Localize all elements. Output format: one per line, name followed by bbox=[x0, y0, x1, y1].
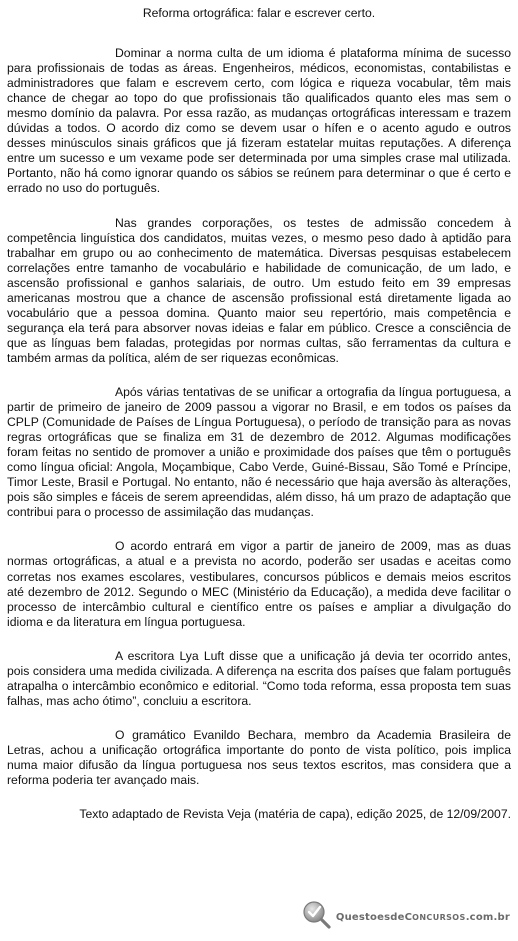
paragraph-3: Após várias tentativas de se unificar a ortografia da língua portuguesa, a partir de primeiro de janeiro de 2009 passou a vigorar no Brasil, e em todos os países da CPLP (Comunidade de Países de Língua Portuguesa), o período de transição para as novas regras ortográficas que se finaliza em 31 de dezembro de 2012. Algumas modificações foram feitas no sentido de promover a união e proximidade dos países que têm o português como língua oficial: Angola, Moçambique, Cabo Verde, Guiné-Bissau, São Tomé e Príncipe, Timor Leste, Brasil e Portugal. No entanto, não é necessário que haja aversão às alterações, pois são simples e fáceis de serem apreendidas, além disso, há um prazo de adaptação que contribui para o processo de assimilação das mudanças. bbox=[7, 384, 511, 520]
source-citation: Texto adaptado de Revista Veja (matéria de capa), edição 2025, de 12/09/2007. bbox=[79, 807, 511, 822]
paragraph-4: O acordo entrará em vigor a partir de janeiro de 2009, mas as duas normas ortográficas, a atual e a prevista no acordo, poderão ser usadas e aceitas como corretas nos exames escolares, vestibulares, concursos públicos e demais meios escritos até dezembro de 2012. Segundo o MEC (Ministério da Educação), a medida deve facilitar o processo de intercâmbio cultural e científico entre os países e ampliar a divulgação do idioma e da literatura em língua portuguesa. bbox=[7, 539, 511, 629]
site-logo bbox=[302, 896, 510, 932]
magnifier-check-icon bbox=[302, 899, 332, 929]
paragraph-2: Nas grandes corporações, os testes de admissão concedem à competência linguística dos candidatos, muitas vezes, o mesmo peso dado à aptidão para trabalhar em grupo ou ao conhecimento de matemática. Diversas pesquisas estabelecem correlações entre tamanho de vocabulário e habilidade de comunicação, de um lado, e ascensão profissional e ganhos salariais, de outro. Um estudo feito em 39 empresas americanas mostrou que a chance de ascensão profissional está diretamente ligada ao vocabulário que a pessoa domina. Quanto maior seu repertório, mais competência e segurança ela terá para absorver novas ideias e falar em público. Cresce a consciência de que as línguas bem faladas, protegidas por normas cultas, são ferramentas da cultura e também armas da política, além de ser riquezas econômicas. bbox=[7, 215, 511, 365]
paragraph-1: Dominar a norma culta de um idioma é plataforma mínima de sucesso para profissionais de todas as áreas. Engenheiros, médicos, economistas, contabilistas e administradores que falam e escrevem certo, com lógica e riqueza vocabular, têm mais chance de chegar ao topo do que profissionais tão qualificados quanto eles mas sem o mesmo domínio da palavra. Por essa razão, as mudanças ortográficas interessam e trazem dúvidas a todos. O acordo diz como se devem usar o hífen e o acento agudo e outros desses minúsculos sinais gráficos que já fizeram estatelar muitas reputações. A diferença entre um sucesso e um vexame pode ser determinada por uma simples crase mal utilizada. Portanto, não há como ignorar quando os sábios se reúnem para determinar o que é certo e errado no uso do português. bbox=[7, 46, 511, 196]
document-page bbox=[7, 6, 511, 822]
paragraph-5: A escritora Lya Luft disse que a unificação já devia ter ocorrido antes, pois considera uma medida civilizada. A diferença na escrita dos países que falam português atrapalha o intercâmbio econômico e editorial. “Como toda reforma, essa proposta tem suas falhas, mas acho ótimo”, concluiu a escritora. bbox=[7, 648, 511, 708]
logo-text: QuestoesdeCONCURSOS.com.br bbox=[335, 911, 510, 923]
document-title: Reforma ortográfica: falar e escrever certo. bbox=[142, 6, 376, 20]
paragraph-6: O gramático Evanildo Bechara, membro da Academia Brasileira de Letras, achou a unificação ortográfica importante do ponto de vista político, pois implica numa maior difusão da língua portuguesa nos seus textos escritos, mas considera que a reforma poderia ter avançado mais. bbox=[7, 727, 511, 788]
